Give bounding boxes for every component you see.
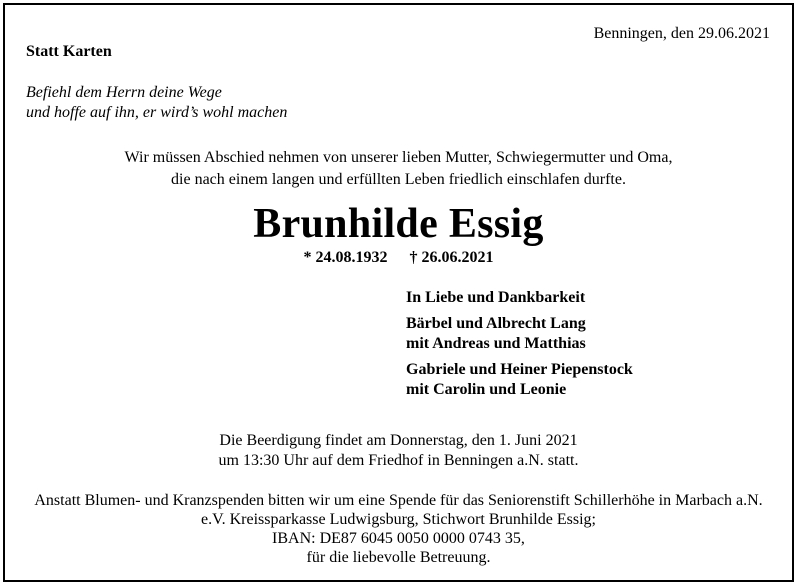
mourner-line: Bärbel und Albrecht Lang	[406, 315, 586, 332]
donation-line: für die liebevolle Betreuung.	[306, 549, 491, 566]
donation-line: e.V. Kreissparkasse Ludwigsburg, Stichwort Brunhilde Essig;	[201, 511, 596, 528]
funeral-line: Die Beerdigung findet am Donnerstag, den 1. Juni 2021	[219, 432, 578, 449]
intro-text	[5, 147, 792, 191]
life-dates	[5, 249, 792, 267]
mourners-block	[406, 288, 633, 406]
statt-karten-label: Statt Karten	[26, 43, 112, 60]
mourner-line: mit Carolin und Leonie	[406, 381, 567, 398]
funeral-line: um 13:30 Uhr auf dem Friedhof in Benningen a.N. statt.	[218, 452, 579, 469]
donation-info	[5, 491, 792, 567]
mourner-group	[406, 360, 633, 400]
mourner-group	[406, 314, 633, 354]
intro-line: die nach einem langen und erfüllten Leben friedlich einschlafen durfte.	[171, 171, 626, 188]
intro-line: Wir müssen Abschied nehmen von unserer lieben Mutter, Schwiegermutter und Oma,	[124, 149, 673, 166]
mourners-heading: In Liebe und Dankbarkeit	[406, 289, 586, 306]
donation-line: IBAN: DE87 6045 0050 0000 0743 35,	[272, 530, 525, 547]
funeral-info	[5, 431, 792, 471]
mourner-line: Gabriele und Heiner Piepenstock	[406, 361, 633, 378]
verse-line: Befiehl dem Herrn deine Wege	[26, 84, 222, 101]
donation-line: Anstatt Blumen- und Kranzspenden bitten wir um eine Spende für das Seniorenstift Schillerhöhe in Marbach a.N.	[34, 492, 763, 509]
deceased-name: Brunhilde Essig	[253, 201, 544, 247]
birth-date: * 24.08.1932	[303, 249, 388, 266]
obituary-notice	[3, 3, 794, 582]
death-date: † 26.06.2021	[409, 249, 494, 266]
place-date: Benningen, den 29.06.2021	[593, 25, 770, 42]
mourner-line: mit Andreas und Matthias	[406, 335, 586, 352]
bible-verse	[26, 83, 287, 123]
verse-line: und hoffe auf ihn, er wird’s wohl machen	[26, 104, 288, 121]
